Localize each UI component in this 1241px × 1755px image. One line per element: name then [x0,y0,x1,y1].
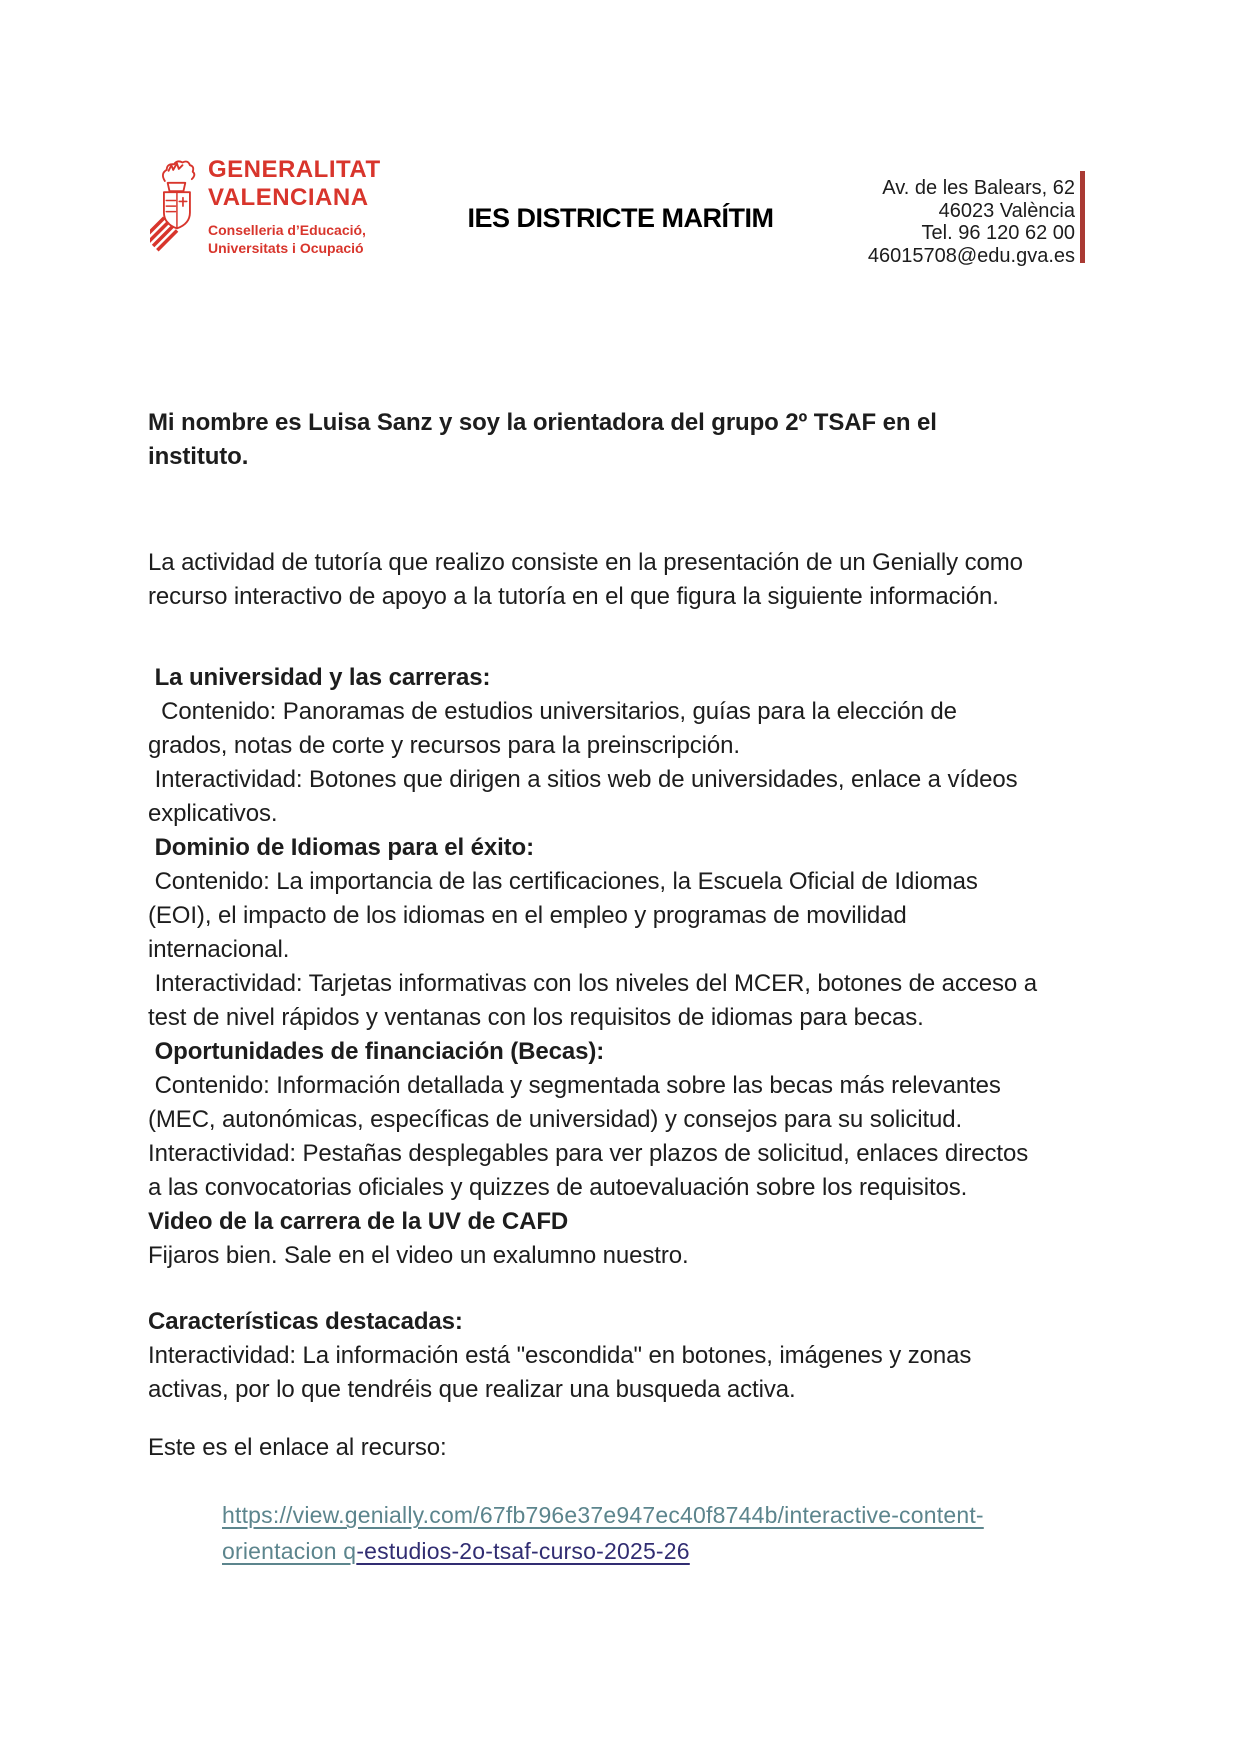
contact-phone: Tel. 96 120 62 00 [921,222,1075,244]
text-line[interactable] [222,1497,1122,1533]
text-line: La universidad y las carreras: [148,664,491,691]
text-line: Características destacadas: [148,1308,463,1335]
text-line: explicativos. [148,800,278,827]
text-line: Contenido: Panoramas de estudios universitarios, guías para la elección de [148,698,957,725]
text-line: a las convocatorias oficiales y quizzes de autoevaluación sobre los requisitos. [148,1174,968,1201]
features-paragraph [148,1305,1138,1407]
text-line: recurso interactivo de apoyo a la tutoría en el que figura la siguiente información. [148,583,999,610]
text-line: internacional. [148,936,290,963]
logo-wordmark-line1: GENERALITAT [208,156,381,183]
text-line: Dominio de Idiomas para el éxito: [148,834,535,861]
genially-link[interactable]: https://view.genially.com/67fb796e37e947ec40f8744b/interactive-content- [222,1502,984,1528]
text-line: Video de la carrera de la UV de CAFD [148,1208,569,1235]
contact-email: 46015708@edu.gva.es [867,244,1075,267]
text-line: Contenido: La importancia de las certificaciones, la Escuela Oficial de Idiomas [148,868,978,895]
text-line: Oportunidades de financiación (Becas): [148,1038,605,1065]
text-line: Interactividad: Tarjetas informativas con los niveles del MCER, botones de acceso a [148,970,1037,997]
activity-paragraph [148,546,1138,614]
contact-block [868,177,1075,267]
text-line[interactable] [222,1533,1122,1569]
logo-wordmark-line2: VALENCIANA [208,184,369,211]
text-line: instituto. [148,443,249,470]
text-line: Mi nombre es Luisa Sanz y soy la orientadora del grupo 2º TSAF en el [148,409,937,436]
genially-link[interactable]: -estudios-2o-tsaf-curso-2025-26 [356,1538,690,1564]
text-line: La actividad de tutoría que realizo consiste en la presentación de un Genially como [148,549,1023,576]
genially-link[interactable]: orientacion q [222,1538,357,1564]
header-accent-bar [1080,171,1085,263]
text-line: activas, por lo que tendréis que realizar una busqueda activa. [148,1376,796,1403]
text-line: Contenido: Información detallada y segmentada sobre las becas más relevantes [148,1072,1001,1099]
contact-address-line1: Av. de les Balears, 62 [882,177,1075,199]
text-line: (MEC, autonómicas, específicas de universidad) y consejos para su solicitud. [148,1106,963,1133]
text-line: Fijaros bien. Sale en el video un exalumno nuestro. [148,1242,689,1269]
text-line: Este es el enlace al recurso: [148,1434,447,1461]
text-line: Interactividad: Pestañas desplegables para ver plazos de solicitud, enlaces directos [148,1140,1029,1167]
logo-department-line1: Conselleria d’Educació, [208,222,366,238]
sections-paragraph [148,661,1138,1273]
text-line: Interactividad: La información está "escondida" en botones, imágenes y zonas [148,1342,972,1369]
link-label-paragraph [148,1431,1138,1465]
intro-paragraph [148,406,1138,474]
genially-link-block[interactable] [222,1497,1122,1569]
text-line: (EOI), el impacto de los idiomas en el empleo y programas de movilidad [148,902,907,929]
text-line: test de nivel rápidos y ventanas con los requisitos de idiomas para becas. [148,1004,924,1031]
contact-address-line2: 46023 València [938,199,1075,222]
logo-department-line2: Universitats i Ocupació [208,240,364,256]
text-line: grados, notas de corte y recursos para la preinscripción. [148,732,740,759]
text-line: Interactividad: Botones que dirigen a sitios web de universidades, enlace a vídeos [148,766,1018,793]
school-name: IES DISTRICTE MARÍTIM [467,203,774,233]
